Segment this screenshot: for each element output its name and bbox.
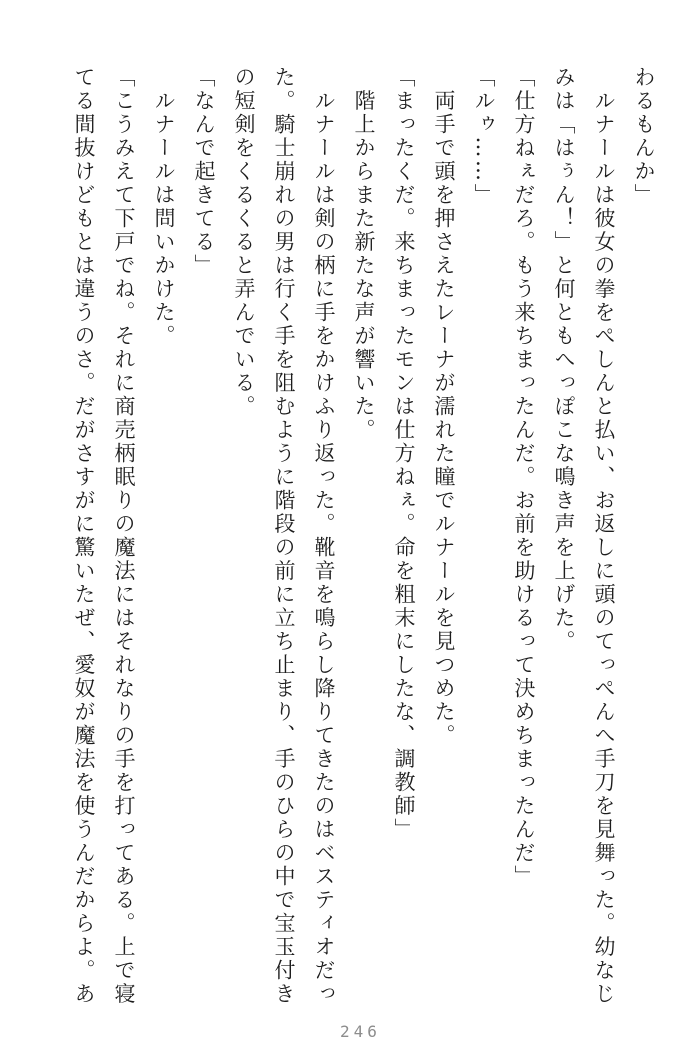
text-line: の短剣をくるくると弄んでいる。	[232, 66, 256, 419]
text-line: わるもんか」	[632, 66, 656, 207]
text-line: 「ルゥ……」	[472, 66, 496, 207]
page-number: 246	[340, 1022, 381, 1041]
vertical-text-block	[64, 66, 664, 1014]
text-line: 「仕方ねぇだろ。もう来ちまったんだ。お前を助けるって決めちまったんだ」	[512, 66, 536, 889]
text-line: みは「はぅん！」と何ともへっぽこな鳴き声を上げた。	[552, 66, 576, 654]
text-line: ルナールは彼女の拳をぺしんと払い、お返しに頭のてっぺんへ手刀を見舞った。幼なじ	[592, 66, 616, 1006]
text-line: 「こうみえて下戸でね。それに商売柄眠りの魔法にはそれなりの手を打ってある。上で寝	[112, 66, 136, 1006]
text-line: てる間抜けどもとは違うのさ。だがさすがに驚いたぜ、愛奴が魔法を使うんだからよ。あ	[72, 66, 96, 1006]
text-line: 「なんで起きてる」	[192, 66, 216, 278]
text-line: ルナールは問いかけた。	[152, 66, 176, 348]
text-line: 階上からまた新たな声が響いた。	[352, 66, 376, 442]
text-line: ルナールは剣の柄に手をかけふり返った。靴音を鳴らし降りてきたのはベスティオだっ	[312, 66, 336, 1006]
text-line: た。騎士崩れの男は行く手を阻むように階段の前に立ち止まり、手のひらの中で宝玉付き	[272, 66, 296, 1006]
text-line: 「まったくだ。来ちまったモンは仕方ねぇ。命を粗末にしたな、調教師」	[392, 66, 416, 842]
text-line: 両手で頭を押さえたレーナが濡れた瞳でルナールを見つめた。	[432, 66, 456, 748]
